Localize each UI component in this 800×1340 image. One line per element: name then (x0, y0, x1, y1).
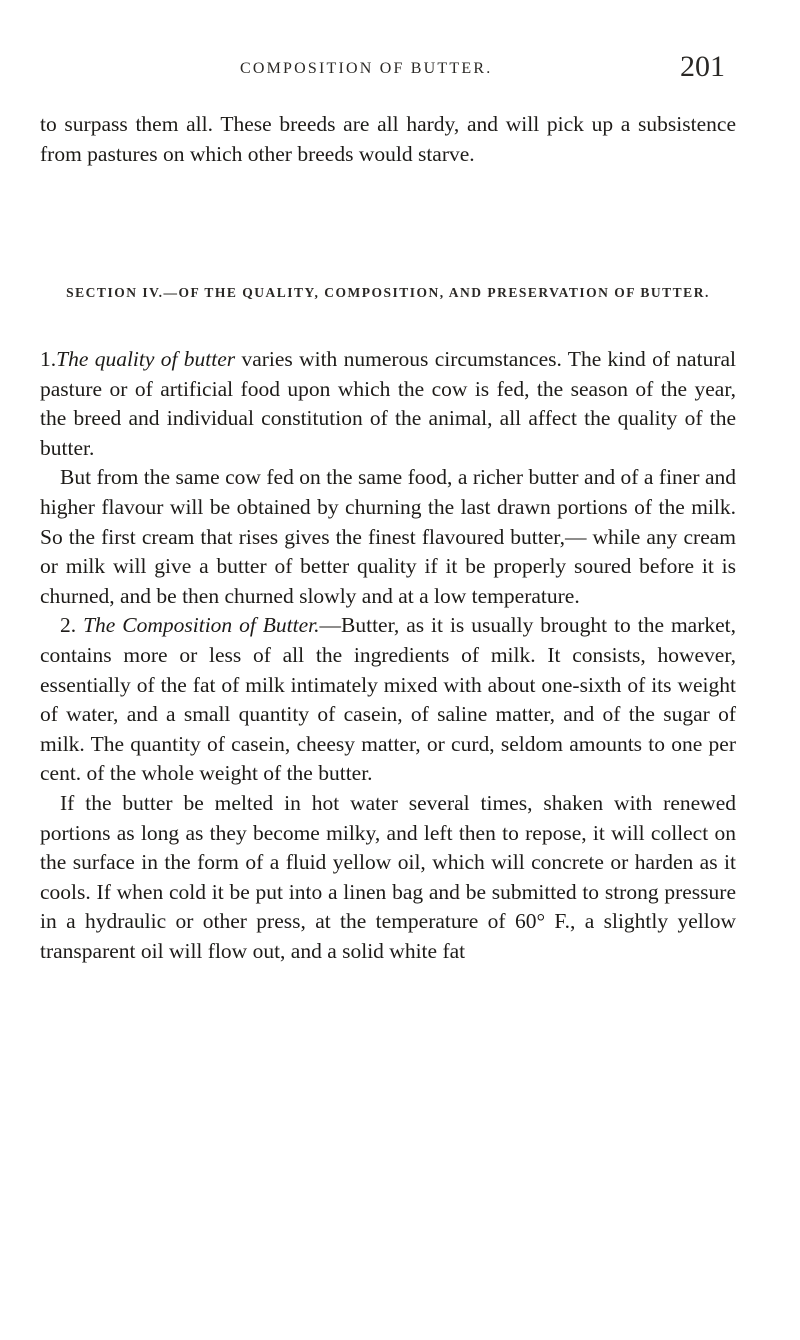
paragraph-melting: If the butter be melted in hot water several times, shaken with renewed portions as long as they become milky, and left then to repose, it will collect on the surface in the form of a fluid yellow oil, which will concrete or harden as it cools. If when cold it be put into a linen bag and be submitted to strong pressure in a hydraulic or other press, at the temperature of 60° F., a slightly yellow transparent oil will flow out, and a solid white fat (40, 790, 736, 963)
paragraph-title: The quality of butter (56, 347, 236, 371)
paragraph-body: —Butter, as it is usually brought to the market, contains more or less of all the ingredients of milk. It consists, however, essentially of the fat of milk intimately mixed with about one-sixth of its weight of water, and a small quantity of casein, of saline matter, and of the sugar of milk. The quantity of casein, cheesy matter, or curd, seldom amounts to one per cent. of the whole weight of the butter. (40, 613, 737, 786)
paragraph-number: 2. (60, 613, 77, 638)
paragraph-quality (40, 345, 736, 463)
paragraph-body: varies with numerous circumstances. The kind of natural pasture or of artificial food upon which the cow is fed, the season of the year, the breed and individual constitution of the animal, all affect the quality of the butter. (40, 347, 737, 460)
section-heading: SECTION IV.—OF THE QUALITY, COMPOSITION, AND PRESERVATION OF BUTTER. (66, 285, 710, 300)
paragraph-number: 1. (40, 347, 57, 371)
paragraph-composition (40, 611, 736, 789)
paragraph-richer-butter: But from the same cow fed on the same food, a richer butter and of a finer and higher flavour will be obtained by churning the last drawn portions of the milk. So the first cream that rises gives the finest flavoured butter,— while any cream or milk will give a butter of better quality if it be properly soured before it is churned, and be then churned slowly and at a low temperature. (40, 465, 736, 608)
page-number: 201 (680, 50, 725, 83)
paragraph-title: The Composition of Butter. (83, 613, 320, 638)
running-title: COMPOSITION OF BUTTER. (240, 60, 493, 77)
continuation-paragraph: to surpass them all. These breeds are all hardy, and will pick up a subsistence from pastures on which other breeds would starve. (40, 112, 736, 166)
main-text (40, 345, 736, 966)
